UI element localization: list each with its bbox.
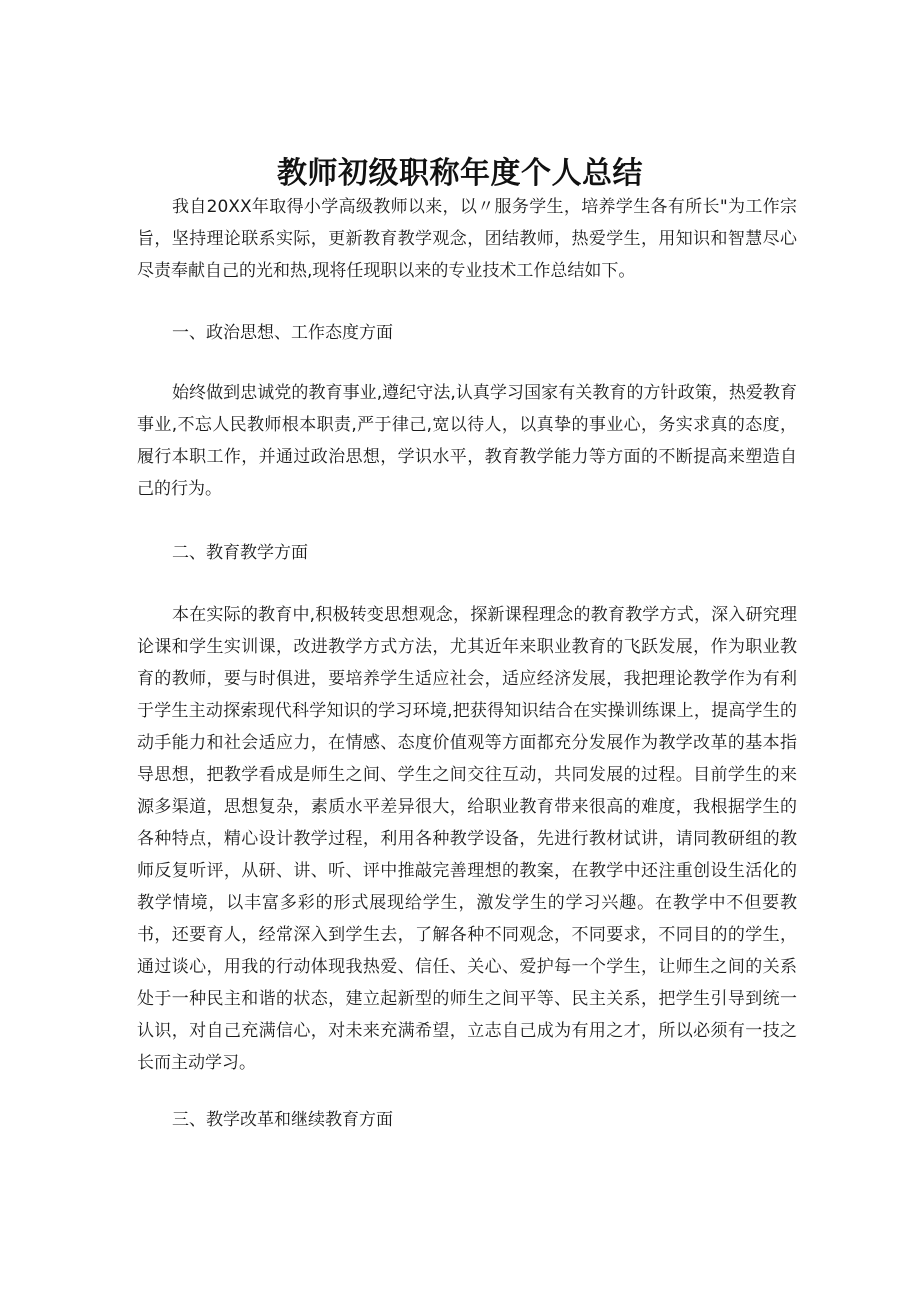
intro-paragraph: 我自20XX年取得小学高级教师以来，以〃服务学生，培养学生各有所长"为工作宗旨，坚持理论联系实际，更新教育教学观念，团结教师，热爱学生，用知识和智慧尽心尽责奉献自己的光和热,现将任现职以来的专业技术工作总结如下。 xyxy=(137,197,797,281)
section-heading-political: 一、政治思想、工作态度方面 xyxy=(172,323,393,343)
section-heading-teaching: 二、教育教学方面 xyxy=(172,543,308,563)
section-body-teaching: 本在实际的教育中,积极转变思想观念，探新课程理念的教育教学方式，深入研究理论课和学生实训课，改进教学方式方法，尤其近年来职业教育的飞跃发展，作为职业教育的教师，要与时俱进，要培养学生适应社会，适应经济发展，我把理论教学作为有利于学生主动探索现代科学知识的学习环境,把获得知识结合在实操训练课上，提高学生的动手能力和社会适应力，在情感、态度价值观等方面都充分发展作为教学改革的基本指导思想，把教学看成是师生之间、学生之间交往互动，共同发展的过程。目前学生的来源多渠道，思想复杂，素质水平差异很大，给职业教育带来很高的难度，我根据学生的各种特点，精心设计教学过程，利用各种教学设备，先进行教材试讲，请同教研组的教师反复听评，从研、讲、听、评中推敲完善理想的教案，在教学中还注重创设生活化的教学情境，以丰富多彩的形式展现给学生，激发学生的学习兴趣。在教学中不但要教书，还要育人，经常深入到学生去，了解各种不同观念，不同要求，不同目的的学生，通过谈心，用我的行动体现我热爱、信任、关心、爱护每一个学生，让师生之间的关系处于一种民主和谐的状态，建立起新型的师生之间平等、民主关系，把学生引导到统一认识，对自己充满信心，对未来充满希望，立志自己成为有用之才，所以必须有一技之长而主动学习。 xyxy=(137,605,797,1073)
section-body-political: 始终做到忠诚党的教育事业,遵纪守法,认真学习国家有关教育的方针政策，热爱教育事业,不忘人民教师根本职责,严于律己,宽以待人，以真挚的事业心，务实求真的态度，履行本职工作，并通过政治思想，学识水平，教育教学能力等方面的不断提高来塑造自己的行为。 xyxy=(137,383,797,499)
section-heading-reform: 三、教学改革和继续教育方面 xyxy=(172,1110,393,1130)
document-title: 教师初级职称年度个人总结 xyxy=(277,156,643,192)
